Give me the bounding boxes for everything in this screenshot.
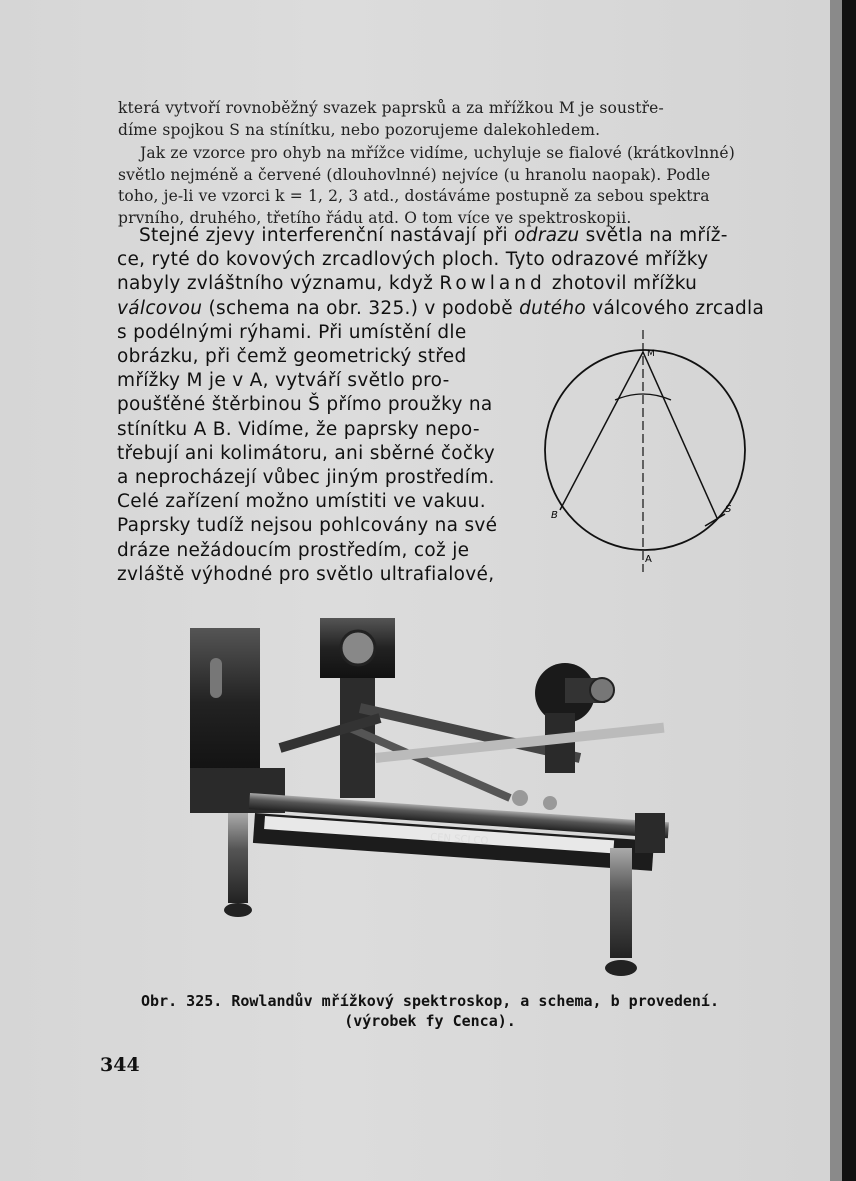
- paragraph-intro: [118, 98, 763, 141]
- text-line: která vytvoří rovnoběžný svazek paprsků a za mřížkou M je soustře-: [118, 99, 664, 117]
- ray-left: [560, 352, 643, 510]
- text-line: třebují ani kolimátoru, ani sběrné čočky: [117, 442, 495, 464]
- binding-shadow: [842, 0, 856, 1181]
- left-leg: [228, 813, 248, 903]
- right-end-block: [635, 813, 665, 853]
- right-foot: [605, 960, 637, 976]
- text-line: ce, ryté do kovových zrcadlových ploch. Tyto odrazové mřížky: [117, 249, 709, 271]
- page-number: 344: [100, 1054, 140, 1076]
- text-line: mřížky M je v A, vytváří světlo pro-: [117, 370, 450, 392]
- slit-housing: [190, 628, 260, 778]
- text-line: stínítku A B. Vidíme, že paprsky nepo-: [117, 418, 480, 440]
- text-line: prvního, druhého, třetího řádu atd. O tom více ve spektroskopii.: [118, 208, 632, 227]
- ruler-arm: [375, 723, 664, 763]
- text-line: s podélnými rýhami. Při umístění dle: [117, 321, 467, 343]
- figure-caption: [130, 991, 730, 1031]
- knob: [512, 790, 528, 806]
- spectroscope-photo: [180, 598, 690, 993]
- brand-plate: CEN SCI CO: [429, 832, 489, 848]
- slit-mark: [705, 514, 725, 526]
- text-line: Paprsky tudíž nejsou pohlcovány na své: [117, 515, 498, 537]
- text-line: světlo nejméně a červené (dlouhovlnné) nejvíce (u hranolu naopak). Podle: [118, 165, 711, 184]
- grating-lens: [341, 631, 375, 665]
- housing-window: [210, 658, 222, 698]
- text-line: a neprocházejí vůbec jiným prostředím.: [117, 467, 495, 489]
- label-s: S: [725, 504, 732, 515]
- label-m: M: [647, 349, 655, 359]
- text-line: Jak ze vzorce pro ohyb na mřížce vidíme, uchyluje se fialové (krátkovlnné): [140, 144, 735, 162]
- text-line: zvláště výhodné pro světlo ultrafialové,: [117, 563, 495, 585]
- label-a: A: [645, 554, 652, 565]
- text-line: díme spojkou S na stínítku, nebo pozorujeme dalekohledem.: [118, 120, 601, 139]
- text-line: toho, je-li ve vzorci k = 1, 2, 3 atd., dostáváme postupně za sebou spektra: [118, 187, 710, 205]
- rowland-circle-diagram: [535, 322, 755, 577]
- right-leg: [610, 848, 632, 958]
- text-line: Stejné zjevy interferenční nastávají při odrazu světla na mříž-: [139, 225, 728, 246]
- page-edge: [830, 0, 842, 1181]
- text-line: Celé zařízení možno umístiti ve vakuu.: [117, 491, 486, 513]
- left-foot: [224, 903, 252, 917]
- text-line: válcovou (schema na obr. 325.) v podobě dutého válcového zrcadla: [117, 297, 765, 319]
- ray-right: [643, 352, 717, 518]
- text-line: poušťěné štěrbinou Š přímo proužky na: [117, 394, 493, 416]
- knob: [543, 796, 557, 810]
- text-line: nabyly zvláštního významu, když Rowland zhotovil mřížku: [117, 273, 698, 295]
- label-b: B: [551, 510, 558, 521]
- text-line: obrázku, při čemž geometrický střed: [117, 346, 467, 368]
- eyepiece-lens: [590, 678, 614, 702]
- caption-line: Obr. 325. Rowlandův mřížkový spektroskop, a schema, b provedení.: [141, 992, 719, 1010]
- caption-line: (výrobek fy Cenca).: [344, 1012, 516, 1030]
- paragraph-grating-formula: [118, 143, 763, 229]
- text-line: dráze nežádoucím prostředím, což je: [117, 539, 470, 561]
